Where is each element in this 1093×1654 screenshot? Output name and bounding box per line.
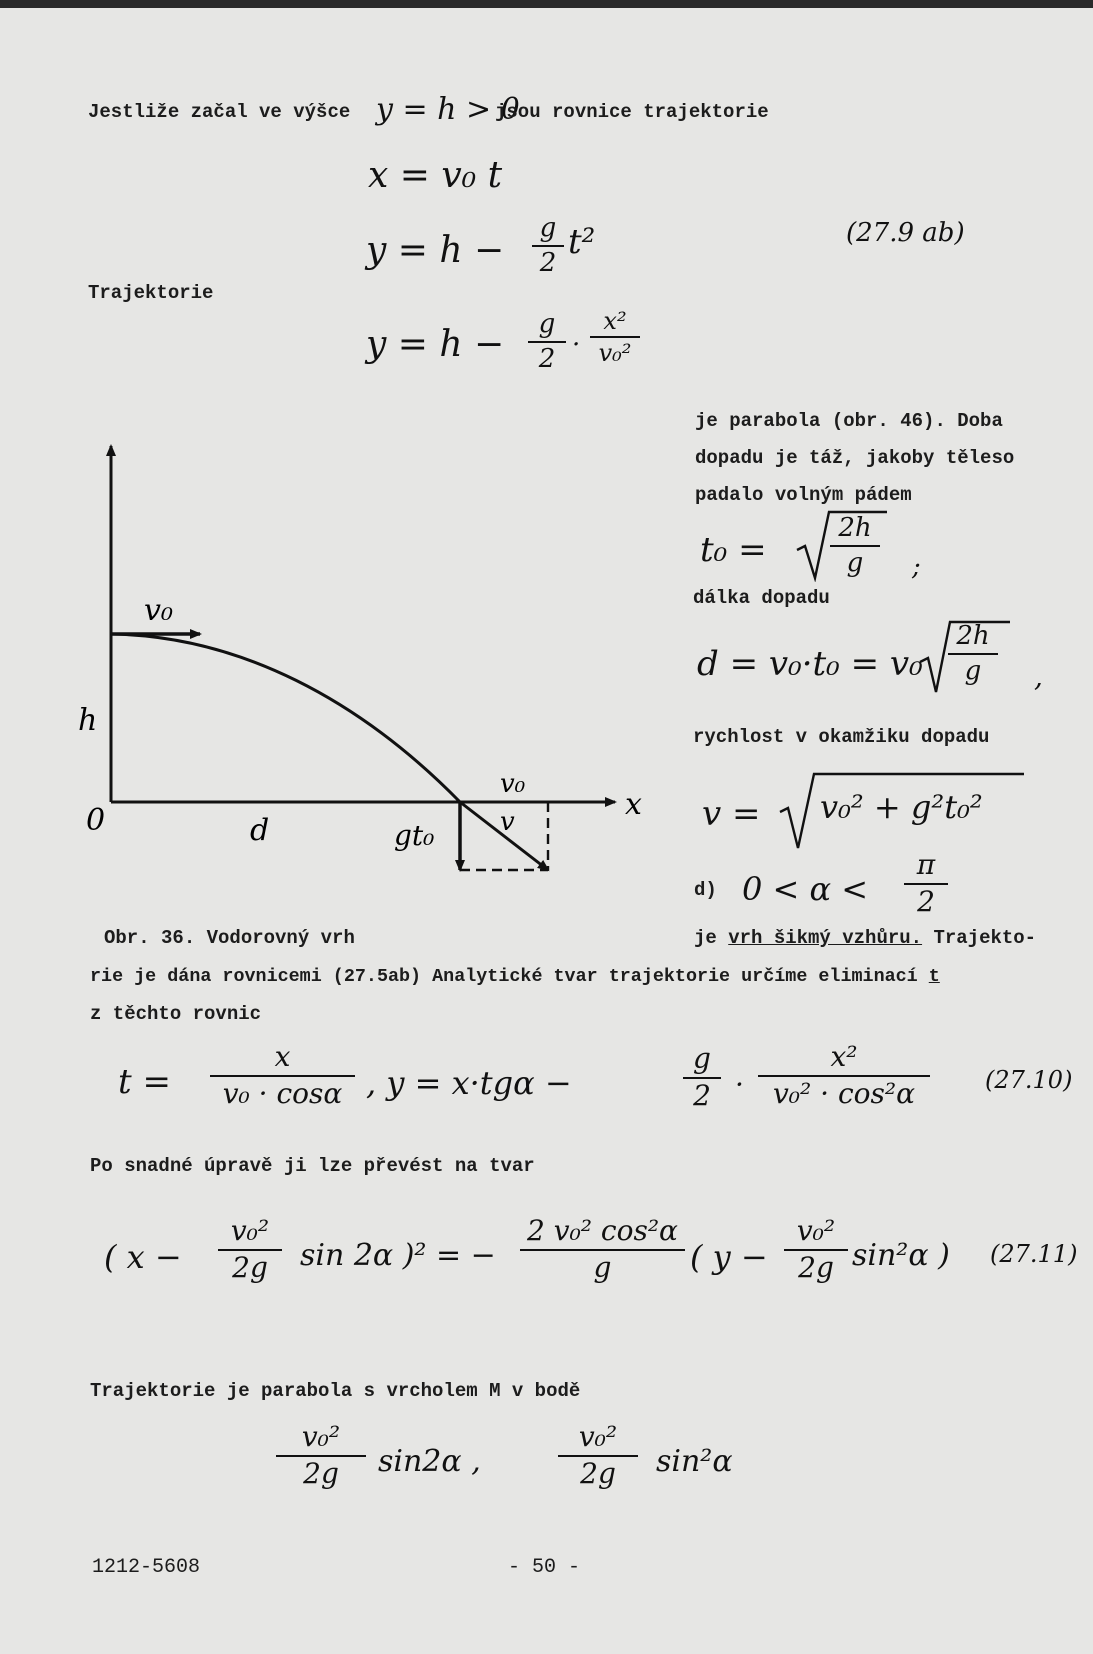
frac-den: 2	[693, 1078, 711, 1112]
t0-semicolon: ;	[912, 552, 921, 582]
horizontal-throw-figure	[60, 430, 660, 900]
traj-frac-1	[528, 310, 566, 373]
traj-frac-2	[590, 308, 640, 367]
eq11-sin2a: sin 2α )² = −	[300, 1238, 496, 1273]
frac-num: v₀²	[230, 1214, 270, 1247]
d-rad-frac	[948, 622, 998, 685]
footer-code: 1212-5608	[92, 1556, 201, 1579]
right-line-2: dopadu je táž, jakoby těleso	[695, 447, 1015, 469]
intro-condition: y = h > 0	[376, 92, 520, 127]
frac-bar	[590, 336, 640, 338]
oblique-line-1	[694, 927, 1036, 949]
label-v: v	[500, 807, 515, 837]
frac-den: 2g	[303, 1456, 339, 1490]
oblique-t: t	[928, 966, 940, 987]
t0-left: t₀ =	[700, 530, 767, 570]
eq10-label: (27.10)	[985, 1066, 1073, 1094]
frac-num: x²	[603, 307, 627, 335]
frac-bar	[948, 653, 998, 655]
case-inequality: 0 < α <	[742, 870, 869, 908]
label-v0-top: v₀	[144, 593, 173, 628]
frac-den: 2g	[798, 1250, 834, 1284]
intro-prefix: Jestliže začal ve výšce	[88, 101, 351, 123]
eq11-frac-1	[218, 1216, 282, 1284]
scan-border	[0, 0, 1093, 8]
frac-num: 2h	[838, 513, 872, 543]
trajektorie-label: Trajektorie	[88, 282, 214, 304]
traj-eq-left: y = h −	[366, 324, 505, 365]
oblique-pre: je	[694, 927, 717, 949]
eq11-open-2: ( y −	[690, 1238, 768, 1276]
trajectory-curve	[111, 634, 460, 802]
frac-num: x	[274, 1040, 291, 1073]
eq-t-squared: t²	[568, 222, 596, 262]
label-d: d	[250, 813, 270, 848]
label-v0-right: v₀	[500, 769, 526, 799]
d-equation: d = v₀·t₀ = v₀	[697, 644, 923, 684]
d-comma: ,	[1034, 660, 1043, 693]
frac-den: 2	[917, 884, 935, 918]
frac-num: 2 v₀² cos²α	[527, 1214, 678, 1247]
oblique-line-3: z těchto rovnic	[90, 1003, 262, 1025]
eq10-frac-2	[683, 1044, 721, 1112]
frac-bar	[830, 545, 880, 547]
t0-rad-frac	[830, 514, 880, 577]
frac-num: g	[538, 309, 556, 339]
frac-den: v₀²	[598, 339, 632, 368]
label-origin: 0	[86, 803, 106, 838]
frac-num: 2h	[956, 621, 990, 651]
frac-num: g	[539, 213, 557, 243]
eq10-frac-3	[758, 1042, 930, 1110]
vertex-sin2a: sin2α ,	[378, 1444, 481, 1479]
label-h: h	[78, 703, 98, 738]
right-line-1: je parabola (obr. 46). Doba	[695, 410, 1003, 432]
traj-dot: ·	[572, 330, 581, 360]
frac-den: g	[846, 547, 864, 578]
frac-den: 2	[539, 247, 557, 278]
eq11-open: ( x −	[104, 1238, 182, 1276]
frac-bar	[532, 245, 564, 247]
eq-x-line: x = v₀ t	[368, 155, 503, 196]
vertex-sin-squared: sin²α	[656, 1444, 733, 1479]
eq10-t-left: t =	[118, 1062, 171, 1102]
case-d-label: d)	[694, 879, 717, 901]
eq-27-9-label: (27.9 ab)	[846, 218, 965, 248]
frac-den: g	[593, 1250, 612, 1284]
frac-num: v₀²	[301, 1420, 341, 1453]
frac-num: x²	[830, 1040, 858, 1073]
intro-suffix: jsou rovnice trajektorie	[495, 101, 769, 123]
eq10-dot: ·	[735, 1068, 744, 1101]
frac-den: 2g	[580, 1456, 616, 1490]
right-line-3: padalo volným pádem	[695, 484, 912, 506]
page-number: - 50 -	[508, 1556, 581, 1579]
oblique-underlined: vrh šikmý vzhůru.	[728, 927, 923, 949]
label-x-axis: x	[625, 787, 642, 822]
vertex-frac-1	[276, 1422, 366, 1490]
frac-den: v₀ · cosα	[222, 1076, 343, 1110]
eq11-frac-3	[784, 1216, 848, 1284]
eq11-sin2a-2: sin²α )	[852, 1238, 950, 1273]
rychlost-label: rychlost v okamžiku dopadu	[693, 726, 990, 748]
vertex-frac-2	[558, 1422, 638, 1490]
frac-num: g	[693, 1042, 711, 1075]
eq11-label: (27.11)	[990, 1240, 1078, 1268]
frac-bar	[528, 341, 566, 343]
oblique-post: Trajekto-	[933, 927, 1037, 949]
eq-y-left: y = h −	[366, 230, 505, 271]
v-left: v =	[702, 794, 761, 834]
oblique-text: rie je dána rovnicemi (27.5ab) Analytické tvar trajektorie určíme eliminací	[90, 966, 918, 987]
frac-den: v₀² · cos²α	[772, 1076, 915, 1110]
case-pi-frac	[904, 850, 948, 918]
v-radicand: v₀² + g²t₀²	[820, 788, 983, 826]
eq10-middle: , y = x·tgα −	[366, 1064, 572, 1102]
frac-den: g	[964, 655, 982, 686]
frac-num: π	[916, 848, 936, 881]
label-gt0: gt₀	[394, 819, 435, 852]
eq-27-9-fraction	[532, 214, 564, 277]
frac-den: 2g	[232, 1250, 268, 1284]
figure-caption: Obr. 36. Vodorovný vrh	[104, 927, 355, 949]
frac-num: v₀²	[578, 1420, 618, 1453]
eq10-frac-1	[210, 1042, 355, 1110]
oblique-line-2	[90, 966, 940, 987]
vertex-text: Trajektorie je parabola s vrcholem M v bodě	[90, 1380, 581, 1402]
frac-den: 2	[538, 343, 556, 374]
eq11-frac-2	[520, 1216, 685, 1284]
dalka-label: dálka dopadu	[693, 587, 830, 609]
po-snadne-text: Po snadné úpravě ji lze převést na tvar	[90, 1155, 535, 1177]
frac-num: v₀²	[796, 1214, 836, 1247]
